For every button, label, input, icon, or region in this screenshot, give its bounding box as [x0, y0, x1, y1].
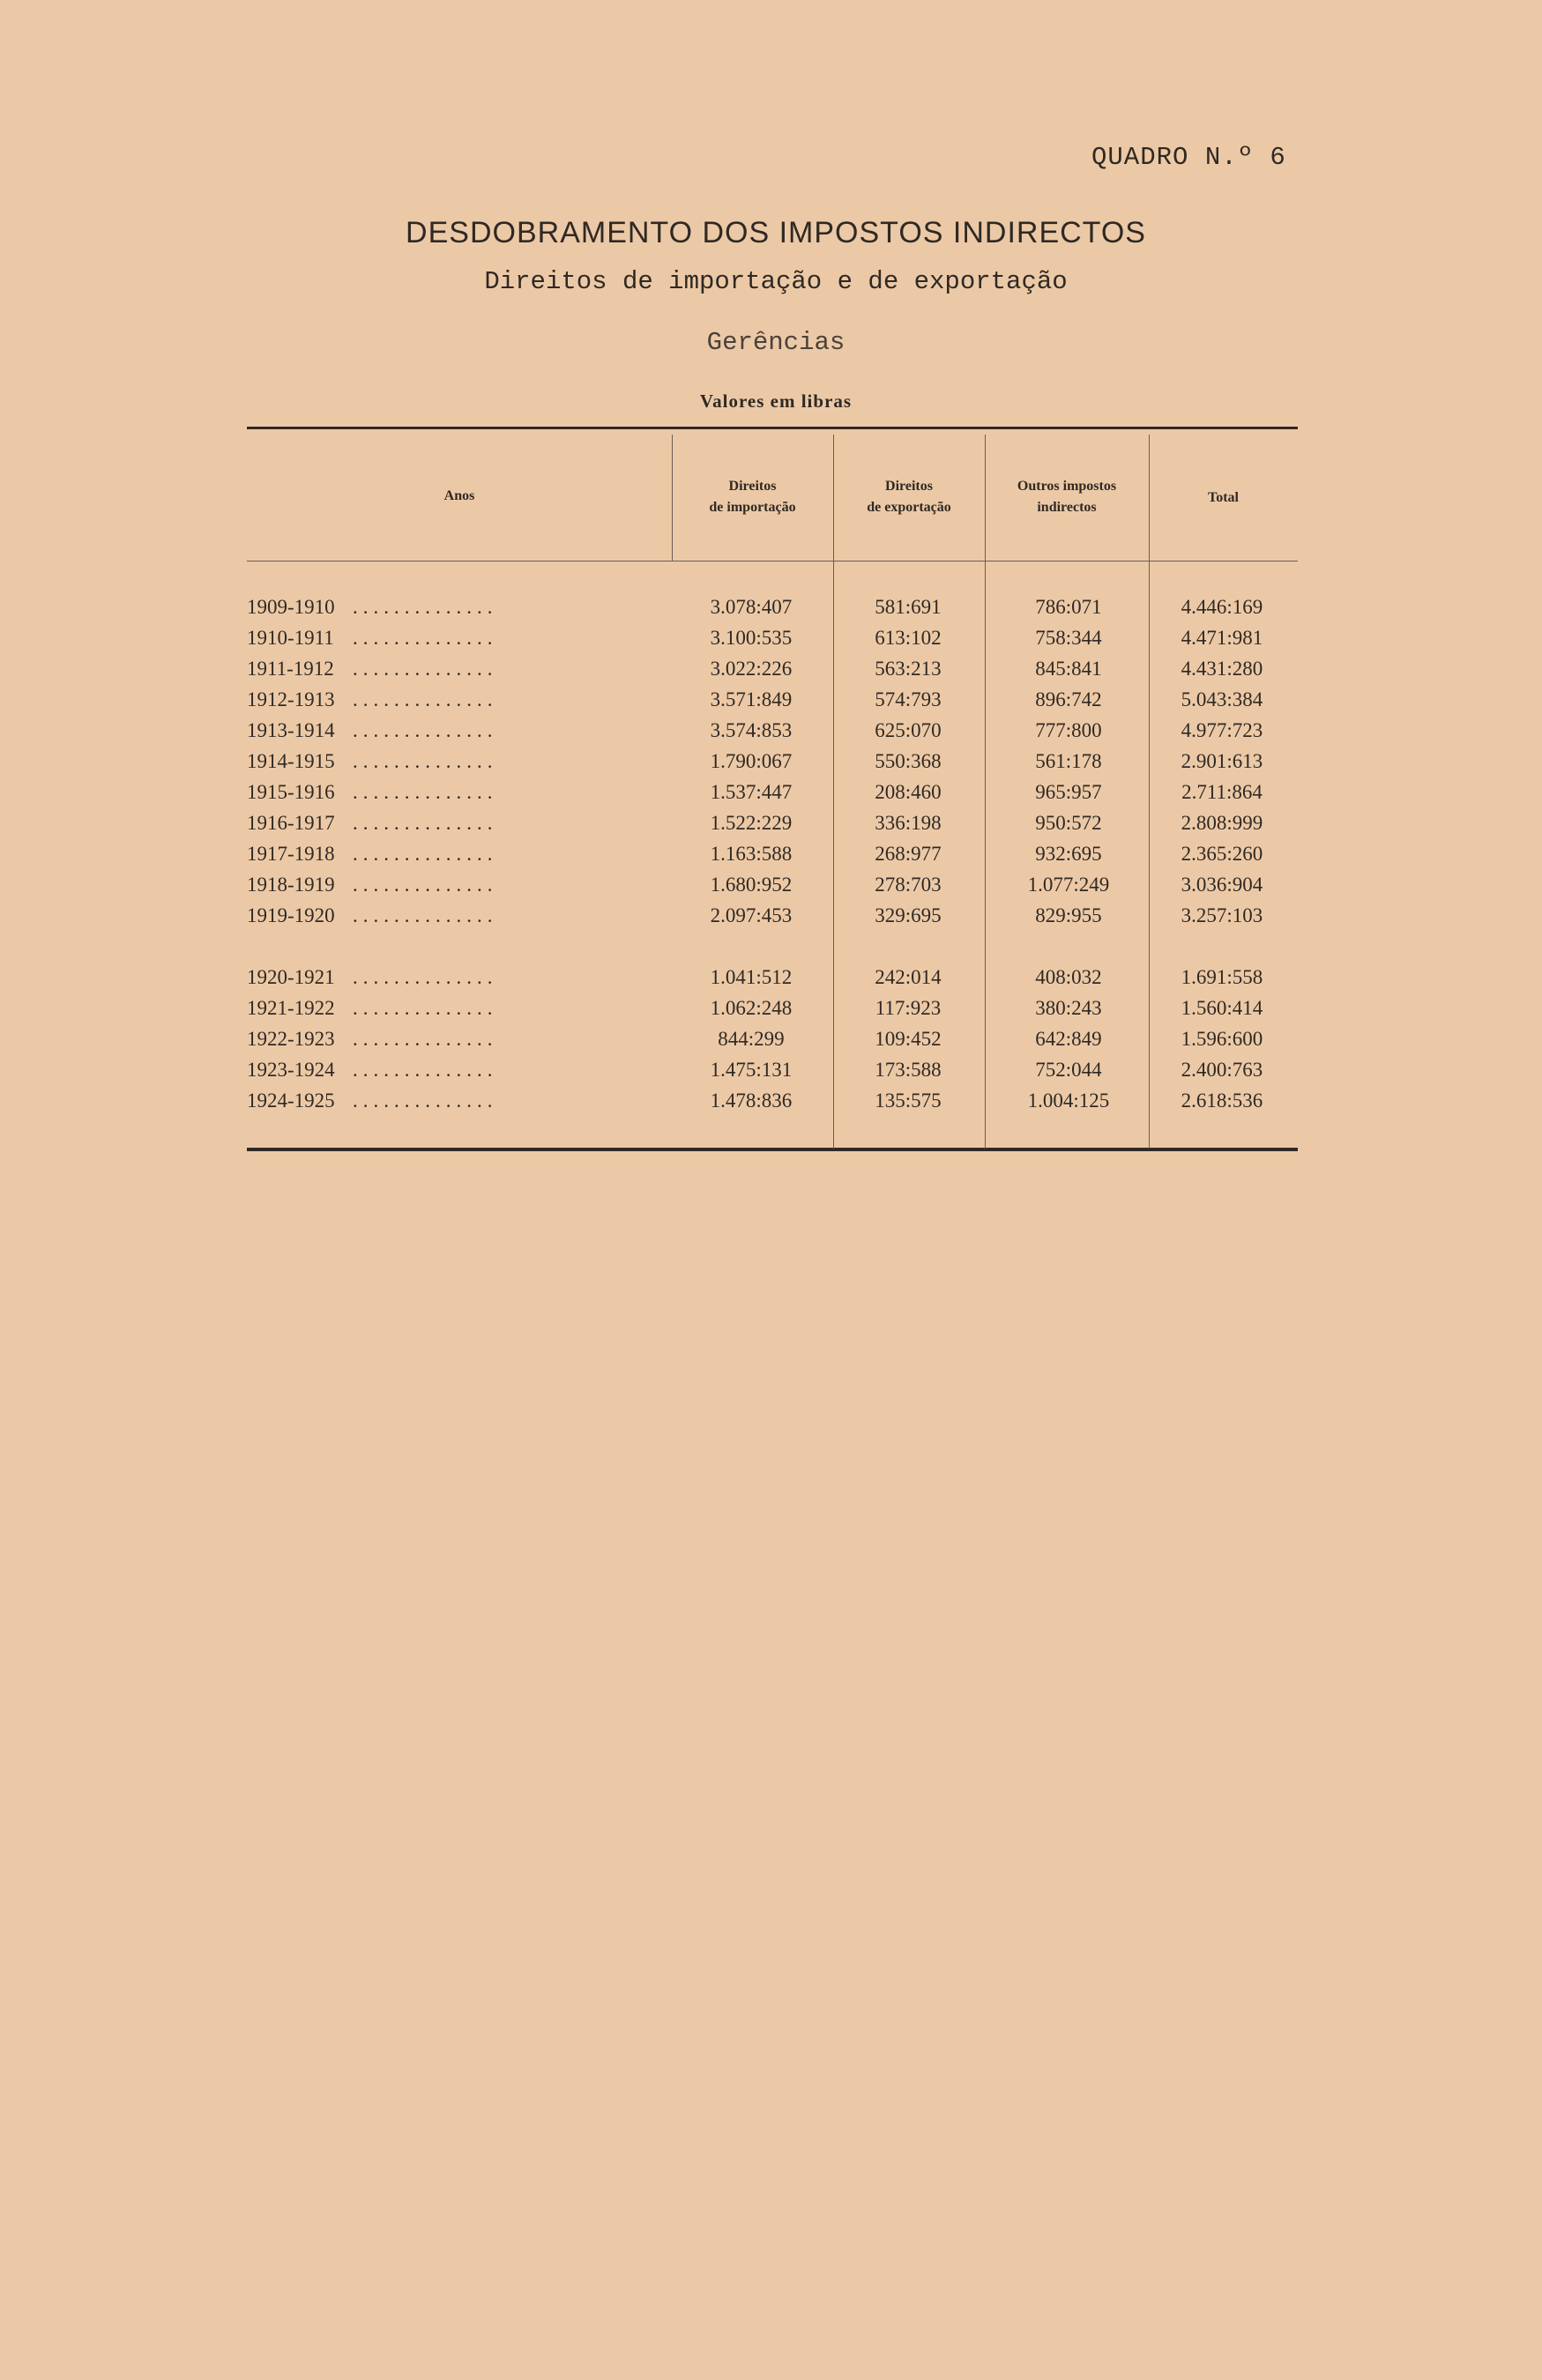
- page-title: DESDOBRAMENTO DOS IMPOSTOS INDIRECTOS: [406, 216, 1146, 249]
- table-row: [0, 719, 1542, 749]
- year-cell: 1922-1923: [247, 1028, 335, 1050]
- total-cell: 2.618:536: [1181, 1090, 1263, 1112]
- table-header-rule: [247, 561, 1298, 562]
- total-cell: 4.446:169: [1181, 596, 1263, 618]
- exportacao-cell: 581:691: [875, 596, 942, 618]
- outros-cell: 758:344: [1035, 627, 1102, 649]
- outros-cell: 965:957: [1035, 781, 1102, 803]
- total-cell: 2.365:260: [1181, 843, 1263, 865]
- column-header-total: Total: [1208, 490, 1239, 505]
- importacao-cell: 1.041:512: [710, 966, 793, 988]
- total-cell: 3.257:103: [1181, 904, 1263, 926]
- exportacao-cell: 574:793: [875, 688, 942, 710]
- exportacao-cell: 278:703: [875, 874, 942, 896]
- importacao-cell: 1.537:447: [710, 781, 793, 803]
- total-cell: 5.043:384: [1181, 688, 1263, 710]
- total-cell: 4.977:723: [1181, 719, 1263, 741]
- total-cell: 4.431:280: [1181, 658, 1263, 680]
- table-row: [0, 904, 1542, 934]
- table-top-rule: [247, 427, 1298, 429]
- table-row: [0, 1059, 1542, 1089]
- table-bottom-rule: [247, 1148, 1298, 1151]
- total-cell: 3.036:904: [1181, 874, 1263, 896]
- importacao-cell: 3.022:226: [710, 658, 793, 680]
- outros-cell: 408:032: [1035, 966, 1102, 988]
- importacao-cell: 1.478:836: [710, 1090, 793, 1112]
- outros-cell: 642:849: [1035, 1028, 1102, 1050]
- importacao-cell: 1.790:067: [710, 750, 793, 772]
- year-cell: 1911-1912: [247, 658, 334, 680]
- outros-cell: 1.004:125: [1027, 1090, 1110, 1112]
- total-cell: 2.711:864: [1181, 781, 1263, 803]
- year-cell: 1912-1913: [247, 688, 335, 710]
- table-row: [0, 874, 1542, 904]
- importacao-cell: 1.062:248: [710, 997, 793, 1019]
- column-header-outros: Outros impostos indirectos: [1017, 479, 1117, 515]
- year-cell: 1916-1917: [247, 812, 335, 834]
- year-cell: 1921-1922: [247, 997, 335, 1019]
- page-subtitle: Direitos de importação e de exportação: [484, 267, 1068, 296]
- exportacao-cell: 242:014: [875, 966, 942, 988]
- table-row: [0, 750, 1542, 780]
- exportacao-cell: 336:198: [875, 812, 942, 834]
- importacao-cell: 1.475:131: [710, 1059, 793, 1081]
- importacao-cell: 1.680:952: [710, 874, 793, 896]
- year-cell: 1923-1924: [247, 1059, 335, 1081]
- year-cell: 1918-1919: [247, 874, 335, 896]
- outros-cell: 896:742: [1035, 688, 1102, 710]
- table-row: [0, 658, 1542, 688]
- importacao-cell: 844:299: [718, 1028, 785, 1050]
- leader-dots: ..............: [353, 812, 498, 834]
- exportacao-cell: 550:368: [875, 750, 942, 772]
- column-header-importacao: Direitos de importação: [709, 479, 796, 515]
- exportacao-cell: 625:070: [875, 719, 942, 741]
- total-cell: 4.471:981: [1181, 627, 1263, 649]
- leader-dots: ..............: [353, 966, 498, 988]
- year-cell: 1909-1910: [247, 596, 335, 618]
- table-row: [0, 1028, 1542, 1058]
- total-cell: 2.808:999: [1181, 812, 1263, 834]
- exportacao-cell: 563:213: [875, 658, 942, 680]
- importacao-cell: 1.522:229: [710, 812, 793, 834]
- total-cell: 1.560:414: [1181, 997, 1263, 1019]
- outros-cell: 932:695: [1035, 843, 1102, 865]
- exportacao-cell: 268:977: [875, 843, 942, 865]
- exportacao-cell: 135:575: [875, 1090, 942, 1112]
- leader-dots: ..............: [353, 1090, 498, 1112]
- table-row: [0, 596, 1542, 626]
- table-row: [0, 688, 1542, 718]
- exportacao-cell: 208:460: [875, 781, 942, 803]
- leader-dots: ..............: [353, 997, 498, 1019]
- leader-dots: ..............: [353, 627, 498, 649]
- outros-cell: 786:071: [1035, 596, 1102, 618]
- leader-dots: ..............: [353, 1028, 498, 1050]
- outros-cell: 845:841: [1035, 658, 1102, 680]
- importacao-cell: 1.163:588: [710, 843, 793, 865]
- year-cell: 1917-1918: [247, 843, 335, 865]
- leader-dots: ..............: [353, 750, 498, 772]
- importacao-cell: 3.100:535: [710, 627, 793, 649]
- leader-dots: ..............: [353, 781, 498, 803]
- total-cell: 1.596:600: [1181, 1028, 1263, 1050]
- leader-dots: ..............: [353, 596, 498, 618]
- importacao-cell: 3.571:849: [710, 688, 793, 710]
- total-cell: 2.901:613: [1181, 750, 1263, 772]
- year-cell: 1920-1921: [247, 966, 335, 988]
- outros-cell: 950:572: [1035, 812, 1102, 834]
- outros-cell: 1.077:249: [1027, 874, 1110, 896]
- column-header-exportacao: Direitos de exportação: [867, 479, 951, 515]
- exportacao-cell: 117:923: [875, 997, 942, 1019]
- importacao-cell: 3.078:407: [710, 596, 793, 618]
- leader-dots: ..............: [353, 658, 498, 680]
- leader-dots: ..............: [353, 874, 498, 896]
- column-header-anos: Anos: [443, 488, 475, 503]
- table-number: QUADRO N.º 6: [1091, 143, 1286, 172]
- year-cell: 1915-1916: [247, 781, 335, 803]
- year-cell: 1913-1914: [247, 719, 335, 741]
- leader-dots: ..............: [353, 719, 498, 741]
- year-cell: 1919-1920: [247, 904, 335, 926]
- outros-cell: 829:955: [1035, 904, 1102, 926]
- table-row: [0, 997, 1542, 1027]
- importacao-cell: 2.097:453: [710, 904, 793, 926]
- outros-cell: 561:178: [1035, 750, 1102, 772]
- exportacao-cell: 329:695: [875, 904, 942, 926]
- year-cell: 1910-1911: [247, 627, 334, 649]
- outros-cell: 752:044: [1035, 1059, 1102, 1081]
- table-row: [0, 966, 1542, 996]
- leader-dots: ..............: [353, 1059, 498, 1081]
- leader-dots: ..............: [353, 688, 498, 710]
- exportacao-cell: 613:102: [875, 627, 942, 649]
- year-cell: 1914-1915: [247, 750, 335, 772]
- units-label: Valores em libras: [699, 390, 853, 412]
- total-cell: 1.691:558: [1181, 966, 1263, 988]
- outros-cell: 777:800: [1035, 719, 1102, 741]
- leader-dots: ..............: [353, 843, 498, 865]
- table-row: [0, 843, 1542, 873]
- table-row: [0, 812, 1542, 842]
- page-subtitle-secondary: Gerências: [706, 328, 845, 357]
- exportacao-cell: 173:588: [875, 1059, 942, 1081]
- outros-cell: 380:243: [1035, 997, 1102, 1019]
- table-row: [0, 627, 1542, 657]
- table-row: [0, 1090, 1542, 1119]
- leader-dots: ..............: [353, 904, 498, 926]
- table-row: [0, 781, 1542, 811]
- total-cell: 2.400:763: [1181, 1059, 1263, 1081]
- exportacao-cell: 109:452: [875, 1028, 942, 1050]
- year-cell: 1924-1925: [247, 1090, 335, 1112]
- importacao-cell: 3.574:853: [710, 719, 793, 741]
